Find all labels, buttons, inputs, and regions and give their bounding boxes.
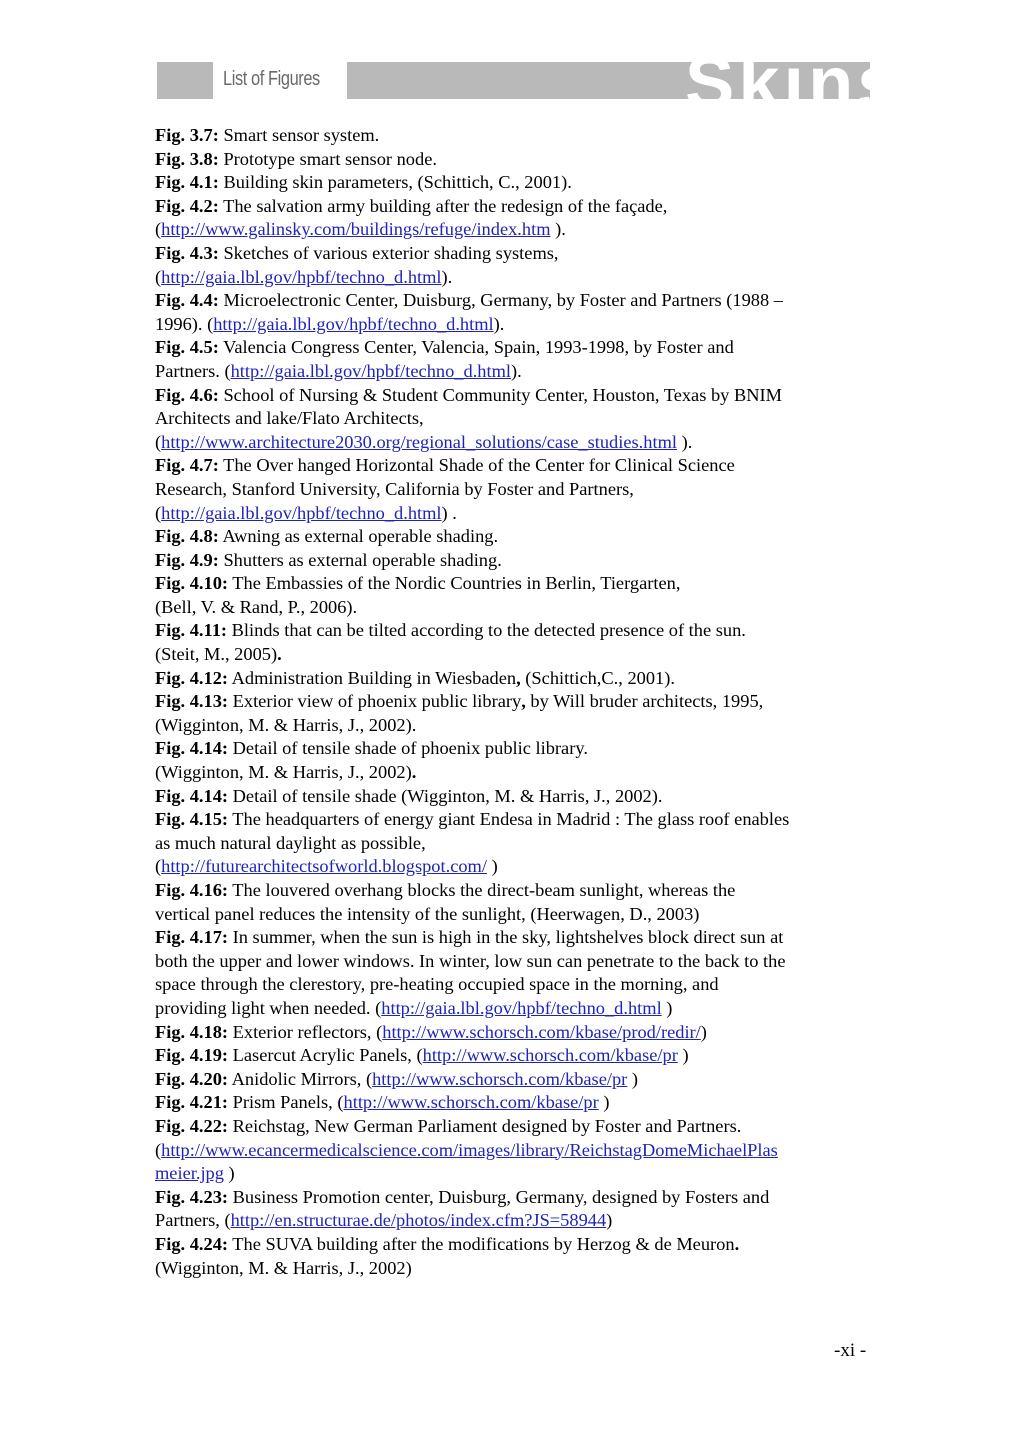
figure-line [155,808,875,832]
figure-line [155,218,875,242]
figure-line [155,195,875,219]
figure-text: (Steit, M., 2005) [155,644,278,665]
figure-entry [155,619,875,666]
figure-text: 1996). ( [155,313,214,334]
figure-text: Valencia Congress Center, Valencia, Spain, 1993-1998, by Foster and [218,337,734,358]
figure-text: ( [155,431,162,452]
figure-text: Exterior view of phoenix public library [228,691,522,712]
figure-text: (Wigginton, M. & Harris, J., 2002) [155,1257,412,1278]
figure-line [155,525,875,549]
figure-link[interactable]: http://futurearchitectsofworld.blogspot.com/ [161,856,487,877]
figure-line [155,667,875,691]
figure-link[interactable]: http://www.architecture2030.org/regional_solutions/case_studies.html [161,431,677,452]
figure-line [155,1186,875,1210]
figure-punct: , [521,691,526,712]
figure-line [155,124,875,148]
figure-entry [155,1068,875,1092]
figure-link[interactable]: meier.jpg [155,1163,224,1184]
figure-line [155,1021,875,1045]
figure-link[interactable]: http://gaia.lbl.gov/hpbf/techno_d.html [230,360,512,381]
figure-entry [155,289,875,336]
figure-text: (Bell, V. & Rand, P., 2006). [155,596,358,617]
figure-text: Shutters as external operable shading. [218,549,502,570]
figure-text: In summer, when the sun is high in the sky, lightshelves block direct sun at [228,927,784,948]
figure-text: Reichstag, New German Parliament designed by Foster and Partners. [228,1115,742,1136]
figure-text: Exterior reflectors, ( [228,1021,383,1042]
figure-entry [155,454,875,525]
figure-text: ) [627,1068,639,1089]
figure-punct: , [516,667,521,688]
figure-line [155,549,875,573]
figure-line [155,619,875,643]
figure-label: Fig. 4.8: [155,526,219,547]
figure-text: Awning as external operable shading. [218,526,499,547]
figure-line [155,785,875,809]
header-title: List of Figures [223,68,320,90]
figure-entry [155,384,875,455]
figure-line [155,384,875,408]
figure-line [155,1257,875,1281]
figure-line [155,360,875,384]
figure-entry [155,1044,875,1068]
figure-line [155,879,875,903]
figure-text: (Schittich,C., 2001). [520,667,675,688]
figure-entry [155,148,875,172]
figure-punct: . [277,644,282,665]
figure-link[interactable]: http://www.galinsky.com/buildings/refuge/index.htm [161,219,551,240]
figure-text: Research, Stanford University, California by Foster and Partners, [155,478,634,499]
figure-label: Fig. 4.10: [155,573,229,594]
figure-text: The SUVA building after the modifications by Herzog & de Meuron [228,1233,735,1254]
figure-text: both the upper and lower windows. In winter, low sun can penetrate to the back to the [155,950,786,971]
figure-entry [155,242,875,289]
figure-text: Architects and lake/Flato Architects, [155,408,424,429]
figure-label: Fig. 4.1: [155,172,219,193]
figure-text: School of Nursing & Student Community Center, Houston, Texas by BNIM [218,384,782,405]
figure-text: ). [493,313,505,334]
figure-text: The louvered overhang blocks the direct-beam sunlight, whereas the [228,880,736,900]
figure-line [155,643,875,667]
figure-entry [155,785,875,809]
figure-line [155,1044,875,1068]
figure-line [155,1139,875,1163]
figure-text: Blinds that can be tilted according to the detected presence of the sun. [227,620,746,641]
figure-text: Prototype smart sensor node. [218,148,437,169]
figure-line [155,407,875,431]
figure-text: (Wigginton, M. & Harris, J., 2002). [155,714,417,735]
figure-line [155,502,875,526]
figure-text: ( [155,856,162,877]
figure-line [155,690,875,714]
figure-entry [155,525,875,549]
figure-label: Fig. 3.7: [155,125,219,145]
figure-label: Fig. 4.16: [155,880,229,900]
figure-text: Administration Building in Wiesbaden [228,667,517,688]
figure-line [155,832,875,856]
figure-text: ( [155,502,162,523]
figure-label: Fig. 3.8: [155,148,219,169]
figure-link[interactable]: http://www.ecancermedicalscience.com/images/library/ReichstagDomeMichaelPlas [161,1139,778,1160]
figure-line [155,431,875,455]
figure-text: ) [606,1210,613,1231]
figure-label: Fig. 4.20: [155,1068,229,1089]
figure-text: (Wigginton, M. & Harris, J., 2002) [155,762,412,783]
figure-label: Fig. 4.14: [155,785,229,806]
figure-text: The Over hanged Horizontal Shade of the Center for Clinical Science [218,455,735,476]
figure-link[interactable]: http://www.schorsch.com/kbase/prod/redir/ [382,1021,701,1042]
figure-text: ). [677,431,693,452]
figure-entry [155,1021,875,1045]
figure-entry [155,667,875,691]
figure-text: ) [486,856,498,877]
figure-link[interactable]: http://gaia.lbl.gov/hpbf/techno_d.html [381,997,662,1018]
figure-label: Fig. 4.7: [155,455,219,476]
figure-text: ( [155,219,162,240]
figure-text: ) [598,1092,610,1113]
figure-line [155,997,875,1021]
figure-label: Fig. 4.19: [155,1045,229,1066]
figure-line [155,266,875,290]
figure-text: ) [677,1045,689,1066]
figure-text: Partners. ( [155,360,231,381]
figure-text: Sketches of various exterior shading systems, [218,242,559,263]
figure-text: ( [155,266,162,287]
figure-line [155,1209,875,1233]
figure-entry [155,124,875,148]
figure-label: Fig. 4.23: [155,1186,229,1207]
page-number: -xi - [834,1340,867,1361]
figure-label: Fig. 4.21: [155,1092,229,1113]
figure-entry [155,1233,875,1280]
header-block [157,62,213,99]
figure-line [155,289,875,313]
figure-link[interactable]: http://gaia.lbl.gov/hpbf/techno_d.html [161,502,442,523]
figure-line [155,148,875,172]
figure-label: Fig. 4.14: [155,738,229,759]
figure-line [155,926,875,950]
figure-text: ) . [441,502,457,523]
figure-punct: . [734,1233,740,1254]
figure-text: Business Promotion center, Duisburg, Germany, designed by Fosters and [228,1186,770,1207]
figure-text: Detail of tensile shade of phoenix public library. [228,738,588,759]
figure-text: The headquarters of energy giant Endesa in Madrid : The glass roof enables [228,809,790,830]
figure-text: ) [661,997,673,1018]
figure-line [155,1162,875,1186]
figure-text: Smart sensor system. [218,125,380,145]
figure-line [155,973,875,997]
figure-entry [155,926,875,1020]
figure-link[interactable]: http://www.schorsch.com/kbase/pr [422,1045,678,1066]
figure-entry [155,336,875,383]
header-banner [347,41,903,124]
figure-entry [155,879,875,926]
figure-text: as much natural daylight as possible, [155,832,426,853]
figure-text: Partners, ( [155,1210,231,1231]
figure-label: Fig. 4.9: [155,549,219,570]
figure-label: Fig. 4.3: [155,242,219,263]
figure-entry [155,808,875,879]
figure-label: Fig. 4.18: [155,1021,229,1042]
figure-line [155,1233,875,1257]
figure-text: ). [441,266,453,287]
figure-entry [155,1091,875,1115]
figure-label: Fig. 4.5: [155,337,219,358]
figure-text: Detail of tensile shade (Wigginton, M. & Harris, J., 2002). [228,785,663,806]
figure-line [155,478,875,502]
figure-line [155,171,875,195]
figure-line [155,454,875,478]
figure-label: Fig. 4.17: [155,927,229,948]
figure-text: ( [155,1139,162,1160]
figure-label: Fig. 4.12: [155,667,229,688]
figure-text: space through the clerestory, pre-heating occupied space in the morning, and [155,974,719,995]
figure-entry [155,1186,875,1233]
figure-entry [155,572,875,619]
figure-text: Microelectronic Center, Duisburg, Germany, by Foster and Partners (1988 – [218,290,783,311]
figure-text: ). [550,219,566,240]
figure-entry [155,195,875,242]
figure-link[interactable]: http://en.structurae.de/photos/index.cfm?JS=58944 [230,1210,607,1231]
figure-link[interactable]: http://gaia.lbl.gov/hpbf/techno_d.html [213,313,494,334]
figure-line [155,714,875,738]
figure-label: Fig. 4.15: [155,809,229,830]
figure-label: Fig. 4.13: [155,691,229,712]
figure-entry [155,737,875,784]
figure-text: Prism Panels, ( [228,1092,344,1113]
figure-line [155,572,875,596]
figure-label: Fig. 4.4: [155,290,219,311]
figure-line [155,1115,875,1139]
figure-entry [155,690,875,737]
figure-label: Fig. 4.24: [155,1233,229,1254]
figure-label: Fig. 4.11: [155,620,228,641]
figure-text: ). [511,360,522,381]
figure-line [155,855,875,879]
figure-link[interactable]: http://www.schorsch.com/kbase/pr [343,1092,599,1113]
figure-text: vertical panel reduces the intensity of the sunlight, (Heerwagen, D., 2003) [155,903,700,924]
figure-line [155,313,875,337]
figure-list [155,124,875,1280]
figure-text: Lasercut Acrylic Panels, ( [228,1045,423,1066]
figure-text: Building skin parameters, (Schittich, C., 2001). [218,172,572,193]
figure-text: by Will bruder architects, 1995, [525,691,764,712]
figure-label: Fig. 4.6: [155,384,219,405]
figure-text: The Embassies of the Nordic Countries in Berlin, Tiergarten, [228,573,681,594]
figure-label: Fig. 4.22: [155,1115,229,1136]
header-logo: Skins [685,41,903,124]
figure-line [155,1091,875,1115]
figure-link[interactable]: http://www.schorsch.com/kbase/pr [372,1068,628,1089]
figure-text: ) [700,1021,707,1042]
figure-line [155,761,875,785]
figure-text: Anidolic Mirrors, ( [228,1068,373,1089]
figure-entry [155,171,875,195]
figure-text: ) [223,1163,235,1184]
figure-line [155,242,875,266]
figure-text: The salvation army building after the redesign of the façade, [218,195,668,216]
figure-line [155,336,875,360]
figure-entry [155,1115,875,1186]
figure-line [155,737,875,761]
figure-line [155,903,875,927]
figure-entry [155,549,875,573]
figure-line [155,596,875,620]
figure-line [155,1068,875,1092]
page-header [157,41,903,124]
figure-punct: . [411,762,417,783]
figure-link[interactable]: http://gaia.lbl.gov/hpbf/techno_d.html [161,266,442,287]
figure-text: providing light when needed. ( [155,997,382,1018]
figure-line [155,950,875,974]
figure-label: Fig. 4.2: [155,195,219,216]
